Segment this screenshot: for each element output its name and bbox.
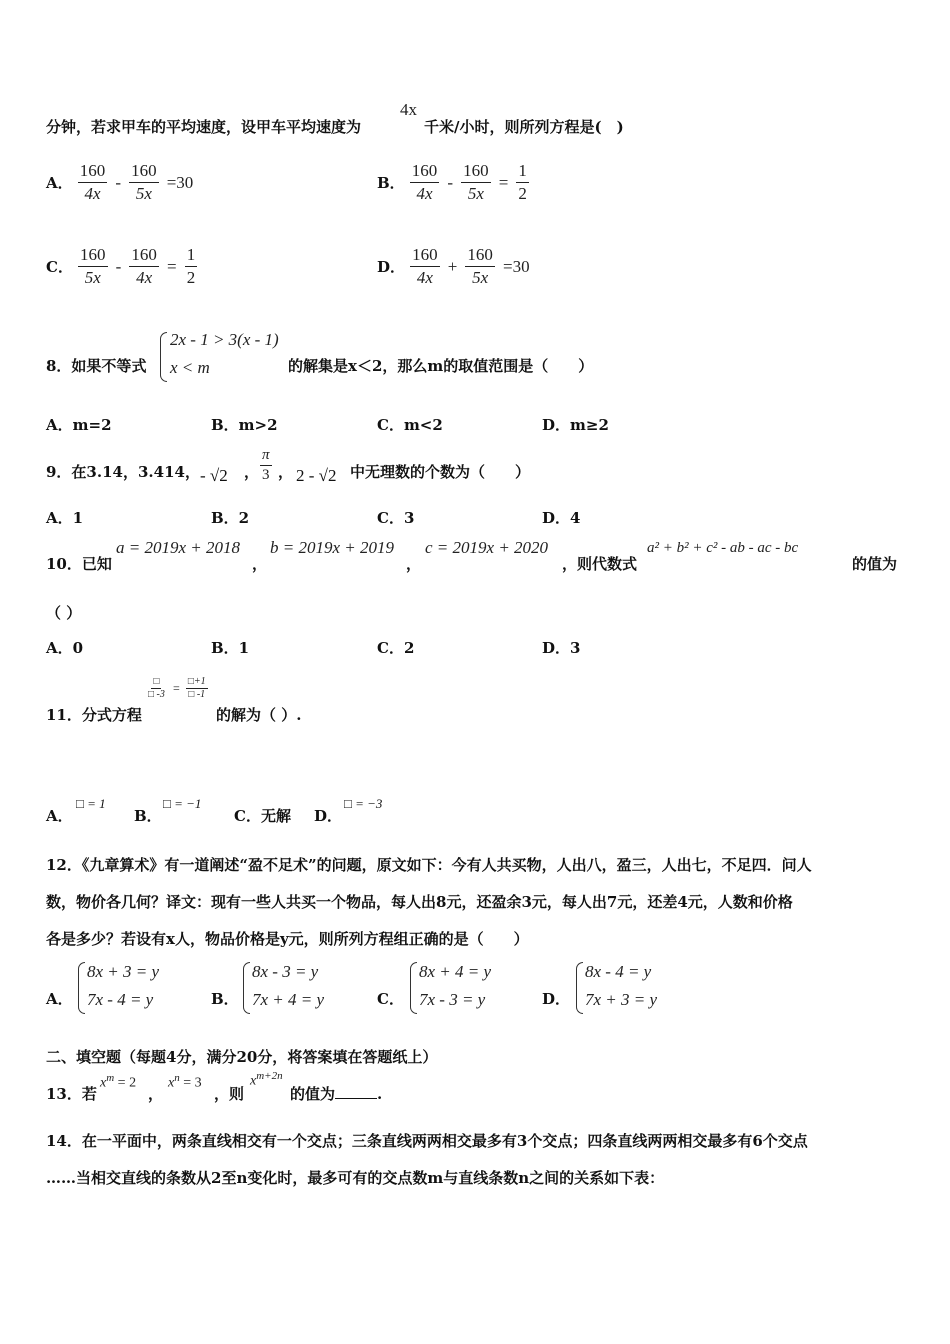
q12-a-brace (78, 962, 85, 1014)
q8-option-a[interactable]: A．m=2 (46, 416, 112, 434)
q13-end: . (377, 1085, 383, 1103)
q11-option-d[interactable]: □ = −3 (344, 796, 383, 811)
q7-c-frac2 (129, 244, 159, 289)
q12-option-b-label[interactable]: B． (211, 990, 239, 1008)
q7-option-b[interactable] (377, 160, 529, 205)
q7-a-frac1 (78, 160, 108, 205)
q11-eq-n2: □+1 (187, 676, 206, 687)
q12-d-line1: 8x - 4 = y (585, 962, 652, 981)
q7-c-frac1 (78, 244, 108, 289)
q9-pi-over-3 (260, 446, 272, 485)
q7-a-rhs: =30 (166, 172, 194, 192)
q7-option-c[interactable] (46, 244, 197, 289)
q7-c-n2: 160 (129, 244, 159, 267)
q7-d-rhs: =30 (502, 256, 530, 276)
q7-d-n2: 160 (465, 244, 495, 267)
q12-d-brace (576, 962, 583, 1014)
q13-e3-base: x (250, 1073, 257, 1089)
q12-option-d-label[interactable]: D． (542, 990, 571, 1008)
q7-option-a-label: A． (46, 174, 73, 192)
q7-variable (400, 100, 417, 120)
q13-sep: ， (148, 1085, 164, 1103)
q7-d-d2: 5x (472, 268, 489, 287)
q8-option-b[interactable]: B．m>2 (211, 416, 278, 434)
q7-d-frac2 (465, 244, 495, 289)
q8-prefix: 8．如果不等式 (46, 357, 147, 375)
q9-option-d[interactable]: D．4 (542, 509, 581, 527)
q9-prefix: 9．在3.14，3.414， (46, 463, 200, 481)
q7-b-n2: 160 (461, 160, 491, 183)
q11-option-c[interactable]: C．无解 (234, 807, 291, 825)
q12-option-c-label[interactable]: C． (377, 990, 404, 1008)
q7-a-d2: 5x (135, 184, 152, 203)
q8-option-d[interactable]: D．m≥2 (542, 416, 609, 434)
q10-paren: （ ） (46, 604, 82, 622)
q13-expr2 (168, 1072, 202, 1092)
q7-b-d1: 4x (416, 184, 433, 203)
q12-line2: 数，物价各几何？译文：现有一些人共买一个物品，每人出8元，还盈余3元，每人出7元，还差4元，人数和价格 (46, 893, 793, 911)
q9-pi-den: 3 (262, 467, 270, 483)
q9-two-minus-sqrt2: 2 - √2 (296, 466, 337, 485)
q9-option-a[interactable]: A．1 (46, 509, 84, 527)
q10-suffix: 的值为 (852, 555, 898, 573)
q8-system-line1: 2x - 1 > 3(x - 1) (170, 330, 279, 349)
q7-b-rhs-den: 2 (518, 184, 527, 203)
q9-suffix: 中无理数的个数为（ ） (350, 463, 531, 481)
q13-e2-sup: n (174, 1072, 180, 1084)
q7-b-frac1 (410, 160, 440, 205)
q13-suffix-line (290, 1083, 382, 1104)
q11-prefix: 11．分式方程 (46, 706, 142, 724)
q7-b-n1: 160 (410, 160, 440, 183)
q8-suffix: 的解集是x＜2，那么m的取值范围是（ ） (288, 357, 594, 375)
q13-e2-rhs: = 3 (179, 1075, 202, 1091)
q12-b-line2: 7x + 4 = y (252, 990, 325, 1009)
q13-expr3 (250, 1070, 283, 1090)
q10-b-def: b = 2019x + 2019 (270, 538, 394, 557)
q7-d-d1: 4x (416, 268, 433, 287)
q7-stem (46, 116, 361, 137)
q8-system (170, 326, 279, 382)
q10-option-d[interactable]: D．3 (542, 639, 581, 657)
q7-a-frac2 (129, 160, 159, 205)
q7-d-op: + (447, 256, 458, 276)
q11-option-d-label[interactable]: D． (314, 807, 343, 825)
q8-system-line2: x < m (170, 358, 210, 377)
q7-c-d2: 4x (136, 268, 153, 287)
q13-e1-base: x (100, 1075, 107, 1091)
q10-prefix: 10．已知 (46, 555, 112, 573)
q7-c-eq: = (167, 256, 177, 276)
q7-d-n1: 160 (410, 244, 440, 267)
q13-e2-base: x (168, 1075, 175, 1091)
section-2-heading: 二、填空题（每题4分，满分20分，将答案填在答题纸上） (46, 1048, 438, 1066)
q11-option-b[interactable]: □ = −1 (163, 796, 202, 811)
q7-b-rhs-num: 1 (516, 160, 529, 183)
q12-b-line1: 8x - 3 = y (252, 962, 319, 981)
q10-expression: a² + b² + c² - ab - ac - bc (647, 540, 799, 556)
q9-option-c[interactable]: C．3 (377, 509, 415, 527)
q7-stem-after: 千米/小时，则所列方程是( ) (424, 118, 624, 136)
q10-mid: ，则代数式 (562, 555, 638, 573)
q7-b-d2: 5x (467, 184, 484, 203)
q7-variable-text: 4x (400, 100, 417, 119)
q11-option-b-label[interactable]: B． (134, 807, 162, 825)
q7-option-a[interactable] (46, 160, 196, 205)
q12-d-line2: 7x + 3 = y (585, 990, 658, 1009)
q10-c-def: c = 2019x + 2020 (425, 538, 549, 557)
q7-c-op: - (115, 256, 122, 276)
q13-answer-blank[interactable] (335, 1084, 377, 1099)
q7-a-d1: 4x (84, 184, 101, 203)
q7-b-frac2 (461, 160, 491, 205)
q11-equation: $\frac{□}{□ -3}$ = $\frac{□+1}{□ -1}$ (148, 676, 206, 700)
q7-c-n1: 160 (78, 244, 108, 267)
q11-suffix: 的解为（ ）. (216, 706, 302, 724)
q9-comma1: ， (244, 463, 260, 481)
q11-eq-d2: □ -1 (188, 689, 206, 700)
q7-b-eq: = (498, 172, 509, 192)
q13-e1-sup: m (106, 1072, 115, 1084)
q7-b-rhs (516, 160, 529, 205)
q12-line3: 各是多少？若设有x人，物品价格是y元，则所列方程组正确的是（ ） (46, 930, 529, 948)
q10-comma1: ， (252, 555, 268, 573)
q7-a-n1: 160 (78, 160, 108, 183)
q7-b-op: - (447, 172, 454, 192)
q8-option-c[interactable]: C．m<2 (377, 416, 443, 434)
q12-c-line2: 7x - 3 = y (419, 990, 486, 1009)
q10-option-a[interactable]: A．0 (46, 639, 84, 657)
q12-option-a-label[interactable]: A． (46, 990, 73, 1008)
q9-comma2: ， (278, 463, 294, 481)
q14-line2: ……当相交直线的条数从2至n变化时，最多可有的交点数m与直线条数n之间的关系如下表： (46, 1169, 665, 1187)
q12-option-b-system[interactable] (252, 958, 324, 1014)
q12-option-a-system[interactable] (87, 958, 159, 1014)
q12-line1: 12．《九章算术》有一道阐述“盈不足术”的问题，原文如下：今有人共买物，人出八，盈三，人出七，不足四．问人 (46, 856, 812, 874)
q11-eq-d1: □ -3 (148, 689, 165, 700)
q7-option-b-label: B． (377, 174, 405, 192)
q12-option-d-system[interactable] (585, 958, 657, 1014)
q13-mid: ，则 (214, 1085, 245, 1103)
q10-comma2: ， (406, 555, 422, 573)
q10-option-b[interactable]: B．1 (211, 639, 250, 657)
q12-a-line1: 8x + 3 = y (87, 962, 160, 981)
q12-c-brace (410, 962, 417, 1014)
q13-prefix: 13．若 (46, 1085, 97, 1103)
q7-c-rhs (185, 244, 198, 289)
q10-option-c[interactable]: C．2 (377, 639, 415, 657)
q7-a-op: - (115, 172, 121, 192)
q11-option-a-label[interactable]: A． (46, 807, 73, 825)
q9-pi-num: π (260, 446, 272, 466)
q13-expr1 (100, 1072, 136, 1092)
q13-e1-rhs: = 2 (114, 1075, 137, 1091)
q7-c-rhs-den: 2 (186, 268, 196, 287)
q10-a-def: a = 2019x + 2018 (116, 538, 240, 557)
q11-eq-n1: □ (153, 676, 160, 687)
q9-option-b[interactable]: B．2 (211, 509, 250, 527)
q7-stem-before: 分钟，若求甲车的平均速度，设甲车平均速度为 (46, 118, 362, 136)
q7-d-frac1 (410, 244, 440, 289)
q9-neg-sqrt2: - √2 (200, 466, 228, 485)
q14-line1: 14．在一平面中，两条直线相交有一个交点；三条直线两两相交最多有3个交点；四条直线两两相交最多有6个交点 (46, 1132, 808, 1150)
q7-c-rhs-num: 1 (185, 244, 198, 267)
q12-c-line1: 8x + 4 = y (419, 962, 492, 981)
q13-e3-sup: m+2n (256, 1070, 283, 1082)
q12-b-brace (243, 962, 250, 1014)
q7-a-n2: 160 (129, 160, 159, 183)
q7-option-c-label: C． (46, 258, 73, 276)
q7-option-d[interactable] (377, 244, 533, 289)
q7-c-d1: 5x (84, 268, 101, 287)
q11-option-a[interactable]: □ = 1 (76, 796, 106, 811)
q12-option-c-system[interactable] (419, 958, 491, 1014)
q13-suffix: 的值为 (290, 1085, 336, 1103)
q12-a-line2: 7x - 4 = y (87, 990, 154, 1009)
q7-option-d-label: D． (377, 258, 406, 276)
q8-brace (160, 332, 167, 382)
